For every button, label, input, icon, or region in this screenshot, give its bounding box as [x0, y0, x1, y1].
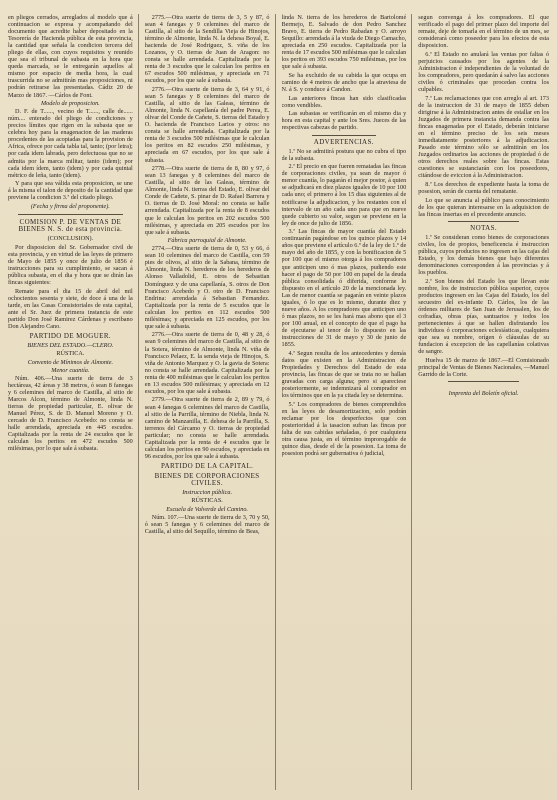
- paragraph: 2778.—Otra suerte de tierra de 8, 80 y 97, ó sean 13 fanegas y 8 celemines del marco de Castilla, al sitio de las Galeas, término de Almonte, linda N. tierras del Estado, E. olivar del Conde de Cañete, S. pinar de D. Rafael Barrera y O. tierras de D. José Moral: no consta se halle arrendada. Capitalizada por la renta de 8 escudos que le calculan los peritos en 202 escudos 500 milésimas, y apreciada en 205 escudos por los que sale á subasta.: [144, 165, 270, 236]
- paragraph: D. F. de T......, vecino de T......, calle de...... núm.... enterado del pliego de condiciones y precios límites que rigen en la subasta que se celebra hoy para la enagenacion de las maderas procedentes de las acopiadas para la provision de Africa, ofrece por cada tabla tal, tanto; (por letra); por cada idem labrada, pero defectuosa que no se admita por la marca militar, tanto (idem); por cada idem ídem, tanto (idem) y por cada quintal métrico de leña, tanto (idem).: [8, 108, 133, 179]
- section-subtitle: Convento de Mínimos de Almonte.: [27, 358, 114, 366]
- printer-imprint: Imprenta del Boletín oficial.: [448, 389, 519, 397]
- paragraph: 1.ª Se consideran como bienes de corporaciones civiles, los de propios, beneficencia é instruccion pública, cuyos productos no ingresen en las cajas del Estado, y los demás bienes que bajo diferentes denominaciones corresponden á las provincias y á los pueblos.: [418, 233, 549, 276]
- paragraph: Y para que sea válida esta proposicion, se une á la misma el talon de deposito de la cantidad que previene la condicion 3.ª del citado pliego.: [8, 180, 133, 202]
- column-1: [8, 14, 139, 790]
- paragraph: 2.ª El precio en que fueren rematadas las fincas de corporaciones civiles, ya sean de mayor ó menor cuantía, lo pagarán el mejor postor, á quien se adjudicará en diez plazos iguales de 10 por 100 cada uno; el primero á los 15 dias siguientes al de notificarse la adjudicacion, y los restantes con el intervalo de un año cada uno para que en nueve quede cubierto su valor, segun se previene en la ley de once de julio de 1856.: [281, 163, 407, 227]
- divider: [448, 221, 519, 222]
- section-subheading: (CONCLUSION).: [47, 235, 94, 243]
- paragraph: 5.ª Los compradores de bienes comprendidos en las leyes de desamortizacion, solo podrán reclamar por los desperfectos que con posterioridad á la tasacion sufran las fincas por falta de sus cabidas señaladas, ó por cualquiera otra causa justa, en el término improrogable de quince dias, desde el de la posesion. La toma de posesion podrá ser gubernativa ó judicial,: [281, 400, 407, 457]
- paragraph: Se ha excluido de su cabida la que ocupa en camino de 4 metros de ancho que la atraviesa de N. á S. y conduce á Candon.: [281, 71, 407, 94]
- paragraph: Lo que se anuncia al público para conocimiento de los que quieran interesarse en la adquisicion de las fincas insertas en el precedente anuncio.: [418, 196, 549, 218]
- section-heading: PARTIDO DE LA CAPITAL.: [160, 461, 254, 470]
- section-subtitle: Escuela de Valverde del Camino.: [166, 505, 248, 513]
- signature-note: (Fecha y firma del proponente).: [30, 203, 110, 210]
- column-3: [282, 14, 413, 790]
- section-heading: COMISION P. DE VENTAS DE BIENES N. S. de esta provincia.: [18, 218, 123, 234]
- paragraph: en pliegos cerrados, arreglados al modelo que á continuacion se expresa y acompañando del documento que acredite haber depositado en la Tesorería de Hacienda pública de esta provincia, la cantidad que señala la condicion tercera del pliego de ellas, con cuyos requisitos y reunido que sea el tribunal de subasta en la hora que queda marcada, se le entregarán aquellos al mismo por espacio de media hora, la cual trascurrida no se admitirán mas proposiciones, ni podrán retirarse las presentadas. Cádiz 20 de Marzo de 1867. —Cárlos de Font.: [8, 14, 133, 99]
- section-heading: NOTAS.: [470, 223, 498, 232]
- section-subtitle: BIENES DEL ESTADO.—CLERO.: [27, 341, 114, 349]
- paragraph: Núm. 406.—Una suerte de tierra de 3 hectáreas, 42 áreas y 38 metros, ó sean 8 fanegas y 6 celemines del marco de Castilla, al sitio de Marcos Alcon, término de Almonte, linda N. tierras de propiedad particular, E. olivar de Manuel Pérez, S. de D. Manuel Moreno y O. cercado de D. Francisco Acebedo: no consta se halle arrendada, apreciada en 445 escudos. Capitalizada por la renta de 24 escudos que le calculan los peritos en 472 escudos 500 milésimas, por lo que sale á subasta.: [8, 374, 133, 453]
- paragraph: Por disposicion del Sr. Gobernador civil de esta provincia, y en virtud de las leyes de primero de Mayo de 1855 y once de julio de 1856 é instrucciones para su cumplimiento, se sacan á pública subasta, en el dia y hora que se dirán las fincas siguientes:: [8, 243, 133, 287]
- section-heading: BIENES DE CORPORACIONES CIVILES.: [154, 471, 260, 487]
- paragraph: Remate para el dia 15 de abril del mil ochocientos sesenta y siete, de doce á una de la tarde, en las Casas Consistoriales de esta capital, ante el Sr. Juez de primera instancia de este partido Don José Ramirez Cárdenas y escribano Don Alejandro Cano.: [8, 287, 133, 330]
- section-heading: ADVERTENCIAS.: [313, 137, 374, 146]
- paragraph: linda N. tierra de los herederos de Bartolomé Bermejo, E. Salvado de don Pedro Sanchez Bravo, E. tierra de Pedro Rabadan y O. arroyo Sequillo: arrendada á la viuda de Diego Camacho, apreciada en 250 escudos. Capitalizada por la renta de 17 escudos 500 milésimas que le calculan los peritos en 393 escudos 750 milésimas, por los que sale á subasta.: [281, 14, 407, 71]
- paragraph: 2779.—Otra suerte de tierra de 2, 89 y 79, ó sean 4 fanegas 6 celemines del marco de Castilla, al sitio de la Parrilla, término de Niebla, linda N. camino de Manzanilla, E. dehesa de la Parrilla, S. terrenos del Cárcamo y O. tierras de propiedad particular; no consta se halle arrendada. Capitalizada por la renta de 4 escudos que le calculan los peritos en 90 escudos, y apreciada en 96 escudos, por los que sale á subasta.: [144, 396, 270, 460]
- section-subheading: RÚSTICAS.: [191, 497, 223, 505]
- paragraph: 2776.—Otra suerte de tierra de 3, 64 y 91, ó sean 5 fanegas y 8 celemines del marco de Castilla, al sitio de las Galeas, término de Almonte, linda N. capellanía del padre Perea, E. olivar del Conde de Cañete, S. tierras del Estado y O. hacienda de Francisco Larios y otros: no consta se halle arrendada. Capitalizada por la renta de 3 escudos 500 milésimas que le calculan los peritos en 82 escudos 250 milésimas, y apreciada en 67 escudos, por los que sale á subasta.: [144, 86, 270, 164]
- section-subtitle: Menor cuantía.: [51, 366, 90, 374]
- paragraph: segun convenga á los compradores. El que verificado el pago del primer plazo del importe del remate, deje de tomarla en el término de un mes, se considerará como poseedor para los efectos de esta disposicion.: [418, 14, 549, 50]
- paragraph: 7.ª Las reclamaciones que con arreglo al art. 173 de la instruccion de 31 de mayo de 1855 deben dirigirse á la Administracion antes de estallar en los Juzgados de primera instancia demanda contra las fincas enagenadas por el Estado, deberán iniciarse en el término preciso de los seis meses inmediatamente posteriores á la adjudicacion. Pasado este término sólo se admitirán en los Juzgados ordinarios las acciones de propiedad ó de otros derechos reales sobre las fincas. Estas cuestiones se sustanciarán con los poseedores, citándose de eviccion á la Administracion.: [418, 94, 549, 180]
- column-2: [145, 14, 276, 790]
- divider: [312, 135, 377, 136]
- paragraph: 3.ª Las fincas de mayor cuantía del Estado continuarán pagándose en los quince plazos y 14 años que previene el artículo 6.º de la ley de 1.º de mayo del año de 1855, y con la bonificacion de 5 por 100 que el mismo otorga á los compradores que anticipen uno ó mas plazos, pudiendo este hacer el pago de 50 por 100 en papel de la deuda pública consolidada ó diferida, conforme lo dispuesto en el artículo 20 de la mencionada ley. Las de menor cuantía se pagarán en veinte plazos iguales, ó lo que es lo mismo, durante diez y nueve años. A los compradores que anticipen uno ó mas plazos, no se les hará mas abono que el 3 por 100 anual, en el concepto de que el pago ha de ejecutarse al tenor de lo dispuesto en las instrucciones de 31 de mayo y 30 de junio de 1855.: [281, 228, 407, 349]
- paragraph: 1.ª No se admitirá postura que no cubra el tipo de la subasta.: [281, 147, 407, 162]
- paragraph: 4.ª Segun resulta de los antecedentes y demás datos que existen en la Administracion de Propiedades y Derechos del Estado de esta provincia, las fincas de que se trata no se hallan gravadas con carga alguna; pero si apareciese posteriormente, se indemnizará al comprador en los términos que en la ya citada ley se determina.: [281, 349, 407, 399]
- divider: [18, 214, 123, 215]
- paragraph: Las anteriores fincas han sido clasificadas como vendibles.: [281, 94, 407, 109]
- paragraph: 2775.—Otra suerte de tierra de 3, 5 y 87, ó sean 4 fanegas y 9 celemines del marco de Castilla, al sitio de la Sendilla Vieja de Hinojos, término de Almonte, linda N. la dehesa Boyal, E. hacienda de José Rodriguez, S. viña de los Lozanos, y O. tierras de Juan de Aragon: no consta se halle arrendada. Capitalizada por la renta de 3 escudos que le calculan los peritos en 67 escudos 500 milésimas, y apreciada en 71 escudos, por los que sale á subasta.: [144, 14, 270, 85]
- section-subtitle: Modelo de proposicion.: [41, 100, 100, 108]
- section-subtitle: Fábrica parroquial de Almonte.: [167, 237, 247, 245]
- paragraph: 2776.—Otra suerte de tierra de 0, 48 y 28, ó sean 9 celemines del marco de Castilla, al sitio de la Sotera, término de Almonte, linda N. viña de Francisco Pelaez, E. la senda vieja de Hinojos, S. viña de Antonio Marquez y O. la gavia de Sotera: no consta se halle arrendada. Capitalizada por la renta de 400 milésimas que le calculan los peritos en 13 escudos 500 milésimas; y apreciada en 12 escudos, por los que sale á subasta.: [144, 331, 270, 395]
- section-subheading: RÚSTICA.: [56, 350, 85, 358]
- divider: [448, 381, 519, 382]
- paragraph: 2.ª Son bienes del Estado los que llevan este nombre, los de instruccion pública superior, cuyos productos ingresen en las Cajas del Estado, los del secuestro del ex-infante D. Cárlos, los de las órdenes militares de San Juan de Jerusalen, los de cofradías, obras pías, santuarios y todos los pertenecientes á que se hallen disfrutando los individuos ó corporaciones eclesiásticas, cualquiera que sea su nombre, orígen ó cláusulas de su fundacion á excepcion de las capellanías colativas de sangre.: [418, 277, 549, 356]
- paragraph: Las subastas se verificarán en el mismo dia y hora en esta capital y ante los Sres. Jueces de las respectivas cabezas de partido.: [281, 110, 407, 132]
- text-columns: [8, 14, 549, 790]
- paragraph: 8.ª Los derechos de expediente hasta la toma de posesion, serán de cuenta del rematante.: [418, 180, 549, 195]
- column-4: [418, 14, 549, 790]
- section-subtitle: Instruccion pública.: [182, 489, 233, 497]
- paragraph: Núm. 107.—Una suerte de tierra de 3, 70 y 50, ó sean 5 fanegas y 6 celemines del marco de Castilla, al sitio del Sequillo, término de Beas,: [144, 513, 270, 535]
- paragraph: 6.ª El Estado no anulará las ventas por faltas ó perjuicios causados por los agentes de la Administracion é independientes de la voluntad de los compradores, pero quedarán á salvo las acciones civiles ó criminales que procedan contra los culpables.: [418, 50, 549, 94]
- paragraph: 2774.—Otra suerte de tierra de 0, 53 y 66, ó sean 10 celemines del marco de Castilla, con 59 pies de olivos, al sitio de la Sabana, término de Almonte, linda N. herederos de los herederos de Alonso Valladolid, E. otros de Sebastian Domínguez y de una capellanía, S. otros de Don Francisco Acebedo y O. otro de D. Francisco Endrina: arrendada á Sebastian Fernandez. Capitalizada por la renta de 5 escudos que le calculan los peritos en 112 escudos 500 milésimas; y apreciada en 125 escudos, por los que sale á subasta.: [144, 245, 270, 330]
- section-heading: PARTIDO DE MOGUER.: [29, 331, 112, 340]
- paragraph: Huelva 15 de marzo de 1867.—El Comisionado principal de Ventas de Bienes Nacionales, —Manuel Garrido de la Corte.: [418, 356, 549, 378]
